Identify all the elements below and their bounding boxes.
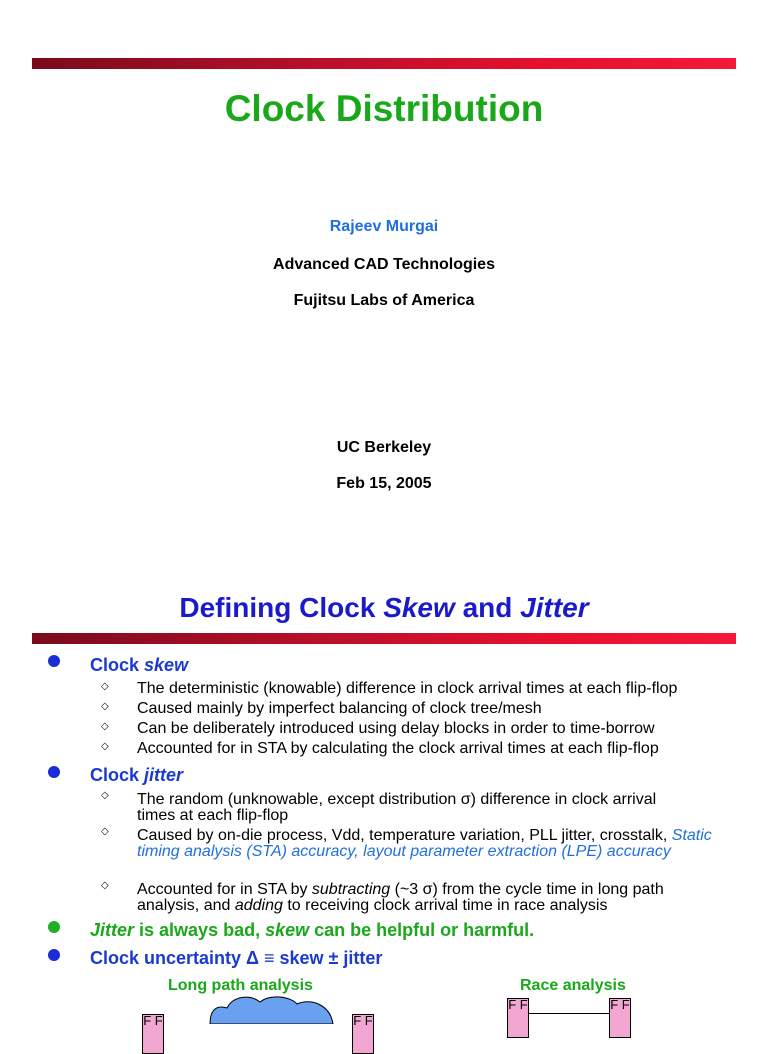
slide1-title: Clock Distribution <box>224 88 544 129</box>
flip-flop: F F <box>142 1014 164 1054</box>
slide1-title-bar <box>32 58 736 69</box>
text: (~3 σ) from the cycle time in long path analysis, and <box>137 881 664 914</box>
statement-c: skew <box>265 920 310 940</box>
race-label: Race analysis <box>520 977 626 994</box>
skew-item: Caused mainly by imperfect balancing of clock tree/mesh <box>137 700 542 717</box>
skew-heading <box>90 655 188 676</box>
bullet-icon <box>48 655 60 667</box>
organization: Advanced CAD Technologies <box>273 256 495 273</box>
text: to receiving clock arrival time in race analysis <box>282 897 608 914</box>
flip-flop: F F <box>609 998 631 1038</box>
title-skew: Skew <box>383 592 455 623</box>
diamond-bullet-icon: ◇ <box>101 681 109 692</box>
clock-uncertainty: Clock uncertainty Δ ≡ skew ± jitter <box>90 948 383 968</box>
skew-heading-b: skew <box>144 655 189 675</box>
date: Feb 15, 2005 <box>336 475 432 492</box>
slide2-title-bar <box>32 633 736 644</box>
bullet-icon <box>48 949 60 961</box>
flip-flop: F F <box>352 1014 374 1054</box>
diamond-bullet-icon: ◇ <box>101 741 109 752</box>
text: Accounted for in STA by <box>137 881 312 898</box>
jitter-heading-b: jitter <box>144 765 184 785</box>
skew-heading-a: Clock <box>90 655 145 675</box>
jitter-item-text: Caused by on-die process, Vdd, temperature variation, PLL jitter, crosstalk, <box>137 827 672 844</box>
diamond-bullet-icon: ◇ <box>101 701 109 712</box>
author-name: Rajeev Murgai <box>329 218 439 235</box>
text-italic: subtracting <box>311 881 391 898</box>
race-wire <box>529 1013 609 1014</box>
skew-item: Can be deliberately introduced using delay blocks in order to time-borrow <box>137 720 655 737</box>
jitter-item <box>137 882 717 914</box>
jitter-skew-statement <box>90 920 534 941</box>
jitter-item-highlight: Static timing analysis (STA) accuracy, layout parameter extraction (LPE) accuracy <box>137 827 712 860</box>
title-jitter: Jitter <box>520 592 589 623</box>
diamond-bullet-icon: ◇ <box>101 880 109 891</box>
jitter-heading-a: Clock <box>90 765 145 785</box>
long-path-label: Long path analysis <box>168 977 313 994</box>
jitter-item: The random (unknowable, except distribution σ) difference in clock arrival times at each flip-flop <box>137 791 657 824</box>
bullet-icon <box>48 921 60 933</box>
combinational-logic-cloud <box>205 994 340 1024</box>
statement-b: is always bad, <box>134 920 266 940</box>
bullet-icon <box>48 766 60 778</box>
skew-item: Accounted for in STA by calculating the clock arrival times at each flip-flop <box>137 740 659 757</box>
diamond-bullet-icon: ◇ <box>101 790 109 801</box>
jitter-item <box>137 828 717 860</box>
skew-item: The deterministic (knowable) difference in clock arrival times at each flip-flop <box>137 680 678 697</box>
jitter-heading <box>90 765 183 786</box>
slide2-title <box>0 592 768 624</box>
title-part: Defining Clock <box>179 592 384 623</box>
text-italic: adding <box>234 897 283 914</box>
statement-d: can be helpful or harmful. <box>309 920 535 940</box>
diamond-bullet-icon: ◇ <box>101 826 109 837</box>
flip-flop: F F <box>507 998 529 1038</box>
title-part: and <box>454 592 521 623</box>
diamond-bullet-icon: ◇ <box>101 721 109 732</box>
company: Fujitsu Labs of America <box>293 292 475 309</box>
statement-a: Jitter <box>90 920 135 940</box>
venue: UC Berkeley <box>336 439 432 456</box>
